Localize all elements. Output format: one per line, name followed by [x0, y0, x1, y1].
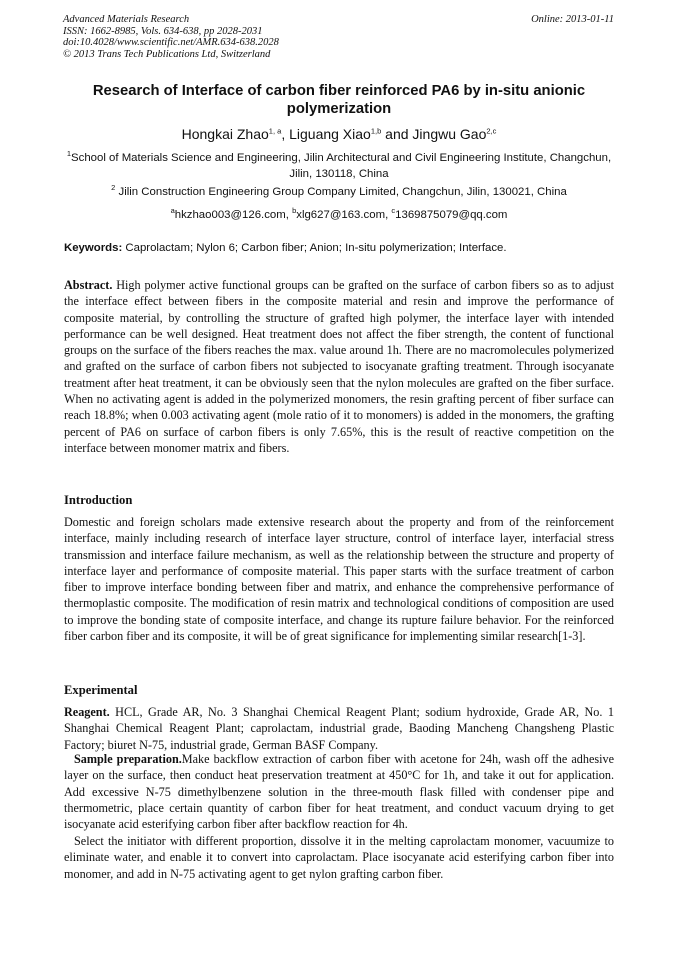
affiliation-2 — [60, 184, 618, 200]
doi-line: doi:10.4028/www.scientific.net/AMR.634-638.2028 — [63, 37, 279, 49]
online-date: Online: 2013-01-11 — [531, 14, 614, 25]
email-mark: a — [170, 206, 175, 216]
keywords-text: Caprolactam; Nylon 6; Carbon fiber; Anion; In-situ polymerization; Interface. — [122, 242, 507, 254]
affiliation-mark: 2 — [111, 183, 116, 193]
email-address: hkzhao003@126.com, — [174, 209, 293, 221]
issn-line: ISSN: 1662-8985, Vols. 634-638, pp 2028-2031 — [63, 25, 263, 37]
author-name: Jingwu Gao — [412, 126, 487, 142]
author-separator: and — [381, 126, 413, 142]
email-address: xlg627@163.com, — [296, 209, 392, 221]
sample-preparation-text: Make backflow extraction of carbon fiber with acetone for 24h, wash off the adhesive layer on the surface, then conduct heat preservation treatment at 450°C for 1h, and take it out for application. Add excessive N-75 dimethylbenzene solution in the three-mouth flask filled with condenser pipe and thermometric, place certain quantity of carbon fiber for heat treatment, and conduct vacuum drying to get isocyanate acid esterifying carbon fiber after backflow reaction for 4h. — [64, 752, 614, 832]
keywords — [64, 242, 507, 254]
paper-title: Research of Interface of carbon fiber reinforced PA6 by in-situ anionic polymerization — [92, 83, 586, 117]
reagent-label: Reagent. — [64, 705, 110, 719]
affiliation-1 — [60, 150, 618, 182]
author-list — [0, 126, 678, 142]
sample-preparation-label: Sample preparation. — [74, 752, 182, 766]
author-affiliation-mark: 2,c — [486, 126, 497, 136]
abstract-text: High polymer active functional groups can be grafted on the surface of carbon fibers so as to adjust the interface effect between fibers in the composite material and resin and improve the performance of composite material, by controlling the structure of grafted high polymer, the interface layer with intended performance can be well designed. Heat treatment does not affect the fiber strength, the content of functional groups on the surface of the fibers reaches the max. value around 1h. There are no macromolecules polymerized and grafted on the surface of carbon fibers not subjected to isocyanate grafting treatment. Through isocyanate treatment after heat treatment, it can be obviously seen that the nylon molecules are grafted on the fiber surface. When no activating agent is added in the polymerized monomers, the resin grafting percent of fiber surface can reach 18.8%; when 0.003 activating agent (mole ratio of it to monomers) is added in the monomers, the grafting percent of PA6 on surface of carbon fibers is only 7.65%, this is the result of reactive competition on the interface between monomer matrix and fibers. — [64, 278, 614, 455]
affiliation-mark: 1 — [66, 149, 72, 159]
author-separator: , — [281, 126, 290, 142]
keywords-label: Keywords: — [64, 242, 123, 254]
author-name: Hongkai Zhao — [181, 126, 269, 142]
section-heading-introduction: Introduction — [64, 493, 133, 507]
running-header — [63, 14, 279, 60]
reagent-paragraph — [64, 704, 614, 753]
author-name: Liguang Xiao — [289, 126, 371, 142]
author-affiliation-mark: 1, a — [268, 126, 282, 136]
initiator-paragraph: Select the initiator with different proportion, dissolve it in the melting caprolactam monomer, vacuumize to eliminate water, and enable it to convert into caprolactam. Place isocyanate acid esterifying carbon fiber into monomer, and add in N-75 activating agent to get nylon grafting carbon fiber. — [64, 834, 614, 881]
email-mark: c — [391, 206, 396, 216]
affiliation-text: School of Materials Science and Engineering, Jilin Architectural and Civil Engineering Institute, Changchun, Jilin, 130118, China — [71, 152, 612, 180]
affiliation-text: Jilin Construction Engineering Group Company Limited, Changchun, Jilin, 130021, China — [115, 186, 567, 198]
journal-name: Advanced Materials Research — [63, 14, 190, 25]
introduction-paragraph: Domestic and foreign scholars made extensive research about the property and from of the reinforcement interface, mainly including research of interface layer structure, control of interface layer, interfacial stress transmission and interface failure mechanism, as well as the relationship between the structure and property of interface layer and performance of composite material. This paper starts with the surface treatment of carbon fiber to improve interface bonding between fiber and matrix, and enhance the comprehensive performance of thermoplastic composite. The modification of resin matrix and technological conditions of composition are used to improve the bonding state of composite interface, and change its rupture failure behavior. For the reinforced fiber carbon fiber and its composite, it will be of great significance for implementing similar research[1-3]. — [64, 515, 614, 644]
copyright-line: © 2013 Trans Tech Publications Ltd, Switzerland — [63, 48, 271, 60]
section-heading-experimental: Experimental — [64, 683, 138, 697]
abstract-label: Abstract. — [64, 278, 113, 292]
sample-preparation-paragraph — [64, 751, 614, 832]
email-mark: b — [292, 206, 297, 216]
email-list — [60, 207, 618, 223]
abstract-paragraph — [64, 277, 614, 456]
author-affiliation-mark: 1,b — [370, 126, 382, 136]
email-address: 1369875079@qq.com — [395, 209, 508, 221]
reagent-text: HCL, Grade AR, No. 3 Shanghai Chemical Reagent Plant; sodium hydroxide, Grade AR, No. 1 Shanghai Chemical Reagent Plant; caprolactam, industrial grade, Baoding Mancheng Changsheng Plastic Factory; biuret N-75, industrial grade, German BASF Company. — [64, 705, 614, 752]
